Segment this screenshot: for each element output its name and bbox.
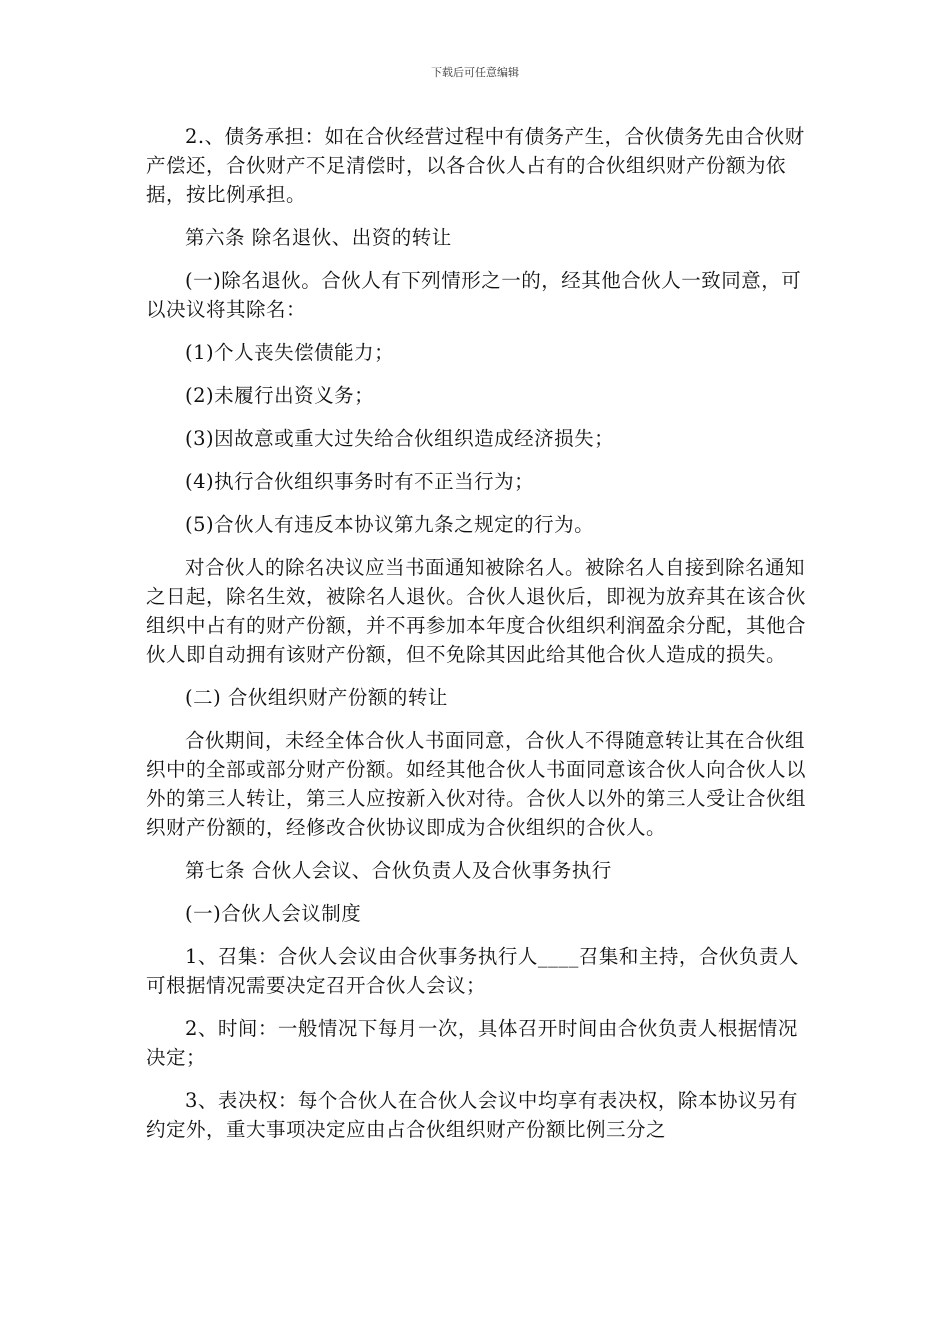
article-six-heading: 第六条 除名退伙、出资的转让	[185, 226, 452, 249]
page-header-note: 下载后可任意编辑	[431, 66, 519, 79]
paragraph-expulsion-notice: 对合伙人的除名决议应当书面通知被除名人。被除名人自接到除名通知之日起，除名生效，被除名人退伙。合伙人退伙后，即视为放弃其在该合伙组织中占有的财产份额，并不再参加本年度合伙组织利润盈余分配，其他合伙人即自动拥有该财产份额，但不免除其因此给其他合伙人造成的损失。	[146, 556, 807, 666]
paragraph-transfer: 合伙期间，未经全体合伙人书面同意，合伙人不得随意转让其在合伙组织中的全部或部分财产份额。如经其他合伙人书面同意该合伙人向合伙人以外的第三人转让，第三人应按新入伙对待。合伙人以外的第三人受让合伙组织财产份额的，经修改合伙协议即成为合伙组织的合伙人。	[146, 729, 807, 839]
paragraph-time: 2、时间：一般情况下每月一次，具体召开时间由合伙负责人根据情况决定；	[146, 1017, 798, 1069]
list-item-3: (3)因故意或重大过失给合伙组织造成经济损失；	[185, 427, 615, 450]
paragraph-debt-bearing: 2.、债务承担：如在合伙经营过程中有债务产生，合伙债务先由合伙财产偿还，合伙财产不足清偿时，以各合伙人占有的合伙组织财产份额为依据，按比例承担。	[146, 125, 805, 206]
paragraph-expulsion: (一)除名退伙。合伙人有下列情形之一的，经其他合伙人一致同意，可以决议将其除名：	[146, 269, 802, 321]
section-meeting-heading: (一)合伙人会议制度	[185, 902, 362, 925]
list-item-5: (5)合伙人有违反本协议第九条之规定的行为。	[185, 513, 595, 536]
document-body	[146, 122, 808, 1158]
article-seven-heading: 第七条 合伙人会议、合伙负责人及合伙事务执行	[185, 859, 612, 882]
list-item-2: (2)未履行出资义务；	[185, 384, 375, 407]
paragraph-convene: 1、召集：合伙人会议由合伙事务执行人____召集和主持，合伙负责人可根据情况需要决定召开合伙人会议；	[146, 945, 799, 997]
list-item-1: (1)个人丧失偿债能力；	[185, 341, 395, 364]
section-transfer-heading: (二) 合伙组织财产份额的转让	[185, 686, 448, 709]
list-item-4: (4)执行合伙组织事务时有不正当行为；	[185, 470, 535, 493]
paragraph-voting: 3、表决权：每个合伙人在合伙人会议中均享有表决权，除本协议另有约定外，重大事项决定应由占合伙组织财产份额比例三分之	[146, 1089, 798, 1141]
